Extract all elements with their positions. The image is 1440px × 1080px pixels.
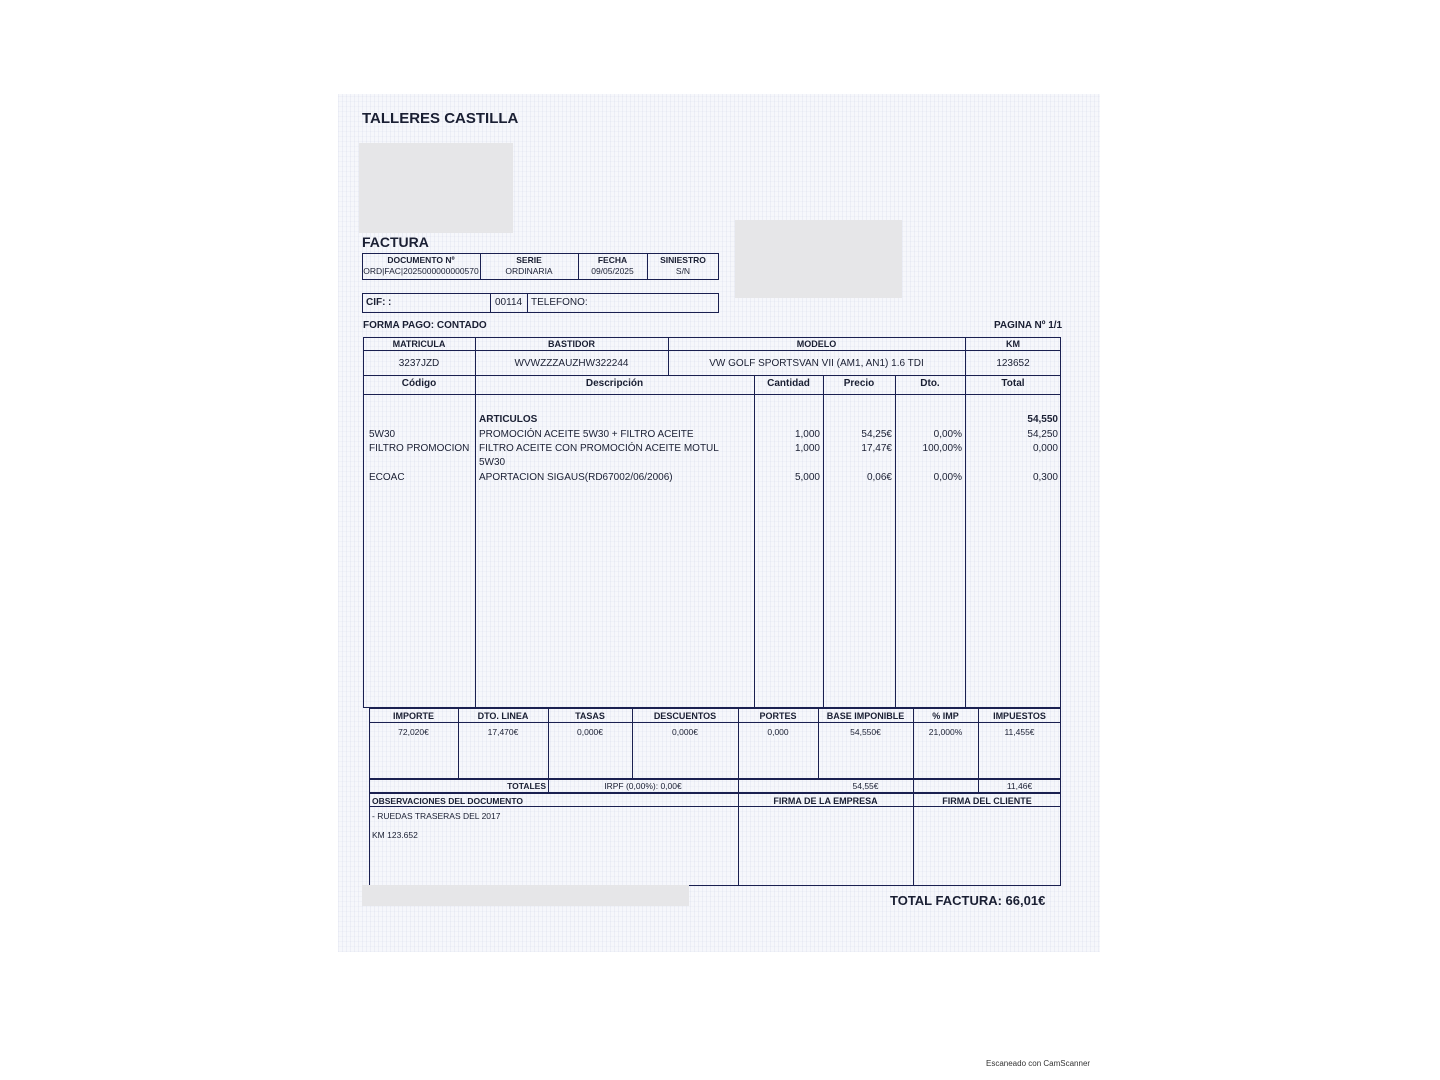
item-dto: 0,00% — [933, 429, 962, 440]
portes-value: 0,000 — [767, 727, 789, 737]
bastidor-header: BASTIDOR — [548, 339, 595, 349]
documento-label: DOCUMENTO Nº — [387, 255, 455, 265]
portes-header: PORTES — [759, 711, 797, 721]
company-name: TALLERES CASTILLA — [362, 110, 519, 127]
dto-linea-header: DTO. LINEA — [477, 711, 529, 721]
client-code: 00114 — [495, 297, 523, 308]
vehicle-items-table — [363, 337, 1061, 708]
irpf-value: IRPF (0,00%): 0,00€ — [604, 781, 682, 791]
importe-header: IMPORTE — [392, 711, 434, 721]
item-descripcion: APORTACION SIGAUS(RD67002/06/2006) — [479, 472, 673, 483]
observaciones-label: OBSERVACIONES DEL DOCUMENTO — [372, 796, 523, 806]
km-header: KM — [1006, 339, 1020, 349]
totales-label: TOTALES — [507, 781, 546, 791]
km-value: 123652 — [996, 358, 1030, 369]
fecha-value: 09/05/2025 — [591, 266, 634, 276]
serie-value: ORDINARIA — [505, 266, 553, 276]
item-precio: 0,06€ — [866, 472, 892, 483]
item-cantidad: 5,000 — [794, 472, 820, 483]
descripcion-header: Descripción — [585, 378, 644, 389]
tasas-value: 0,000€ — [577, 727, 603, 737]
precio-header: Precio — [843, 378, 875, 389]
cantidad-header: Cantidad — [767, 378, 810, 389]
pct-imp-value: 21,000% — [928, 727, 963, 737]
modelo-header: MODELO — [796, 339, 837, 349]
item-cantidad: 1,000 — [794, 443, 820, 454]
importe-value: 72,020€ — [398, 727, 429, 737]
base-imponible-value: 54,550€ — [850, 727, 881, 737]
item-descripcion-cont: 5W30 — [479, 457, 506, 468]
firma-empresa-label: FIRMA DE LA EMPRESA — [773, 796, 878, 806]
section-label: ARTICULOS — [479, 414, 538, 425]
forma-pago: FORMA PAGO: CONTADO — [363, 320, 487, 331]
item-total: 0,300 — [1032, 472, 1058, 483]
scanner-note: Escaneado con CamScanner — [986, 1059, 1091, 1068]
section-total: 54,550 — [1027, 414, 1058, 425]
item-codigo: ECOAC — [369, 472, 405, 483]
telefono-label: TELEFONO: — [531, 297, 588, 308]
serie-label: SERIE — [516, 255, 542, 265]
impuestos-total-value: 11,46€ — [1006, 781, 1033, 791]
siniestro-value: S/N — [675, 266, 691, 276]
dto-linea-value: 17,470€ — [487, 727, 519, 737]
observacion-line-2: KM 123.652 — [372, 830, 418, 840]
item-precio: 17,47€ — [861, 443, 892, 454]
redacted-footer-text — [362, 885, 689, 906]
item-codigo: FILTRO PROMOCION — [369, 443, 470, 454]
redacted-client-address — [735, 220, 902, 298]
base-total-value: 54,55€ — [852, 781, 879, 791]
item-dto: 100,00% — [922, 443, 962, 454]
item-precio: 54,25€ — [861, 429, 892, 440]
matricula-header: MATRICULA — [392, 339, 446, 349]
descuentos-header: DESCUENTOS — [653, 711, 717, 721]
dto-header: Dto. — [920, 378, 940, 389]
codigo-header: Código — [401, 378, 437, 389]
cif-label: CIF: — [366, 297, 386, 308]
item-descripcion: FILTRO ACEITE CON PROMOCIÓN ACEITE MOTUL — [479, 443, 719, 454]
modelo-value: VW GOLF SPORTSVAN VII (AM1, AN1) 1.6 TDI — [709, 358, 924, 369]
pagina: PAGINA Nº 1/1 — [994, 320, 1063, 331]
fecha-label: FECHA — [597, 255, 628, 265]
document-type: FACTURA — [362, 234, 429, 250]
item-descripcion: PROMOCIÓN ACEITE 5W30 + FILTRO ACEITE — [479, 429, 694, 440]
item-total: 54,250 — [1027, 429, 1058, 440]
pct-imp-header: % IMP — [932, 711, 959, 721]
observacion-line-1: - RUEDAS TRASERAS DEL 2017 — [372, 811, 501, 821]
bastidor-value: WVWZZZAUZHW322244 — [514, 358, 629, 369]
descuentos-value: 0,000€ — [672, 727, 698, 737]
siniestro-label: SINIESTRO — [660, 255, 706, 265]
impuestos-value: 11,455€ — [1004, 727, 1035, 737]
total-factura — [890, 891, 1060, 900]
base-imponible-header: BASE IMPONIBLE — [826, 711, 905, 721]
documento-value: ORD|FAC|2025000000000570 — [363, 266, 479, 276]
redacted-company-address — [359, 143, 513, 233]
firma-cliente-label: FIRMA DEL CLIENTE — [942, 796, 1032, 806]
total-header: Total — [1001, 378, 1025, 389]
impuestos-header: IMPUESTOS — [993, 711, 1046, 721]
matricula-value: 3237JZD — [398, 358, 440, 369]
item-dto: 0,00% — [933, 472, 962, 483]
item-codigo: 5W30 — [369, 429, 396, 440]
cif-value: : — [388, 297, 392, 308]
item-cantidad: 1,000 — [794, 429, 820, 440]
tasas-header: TASAS — [575, 711, 605, 721]
item-total: 0,000 — [1032, 443, 1058, 454]
